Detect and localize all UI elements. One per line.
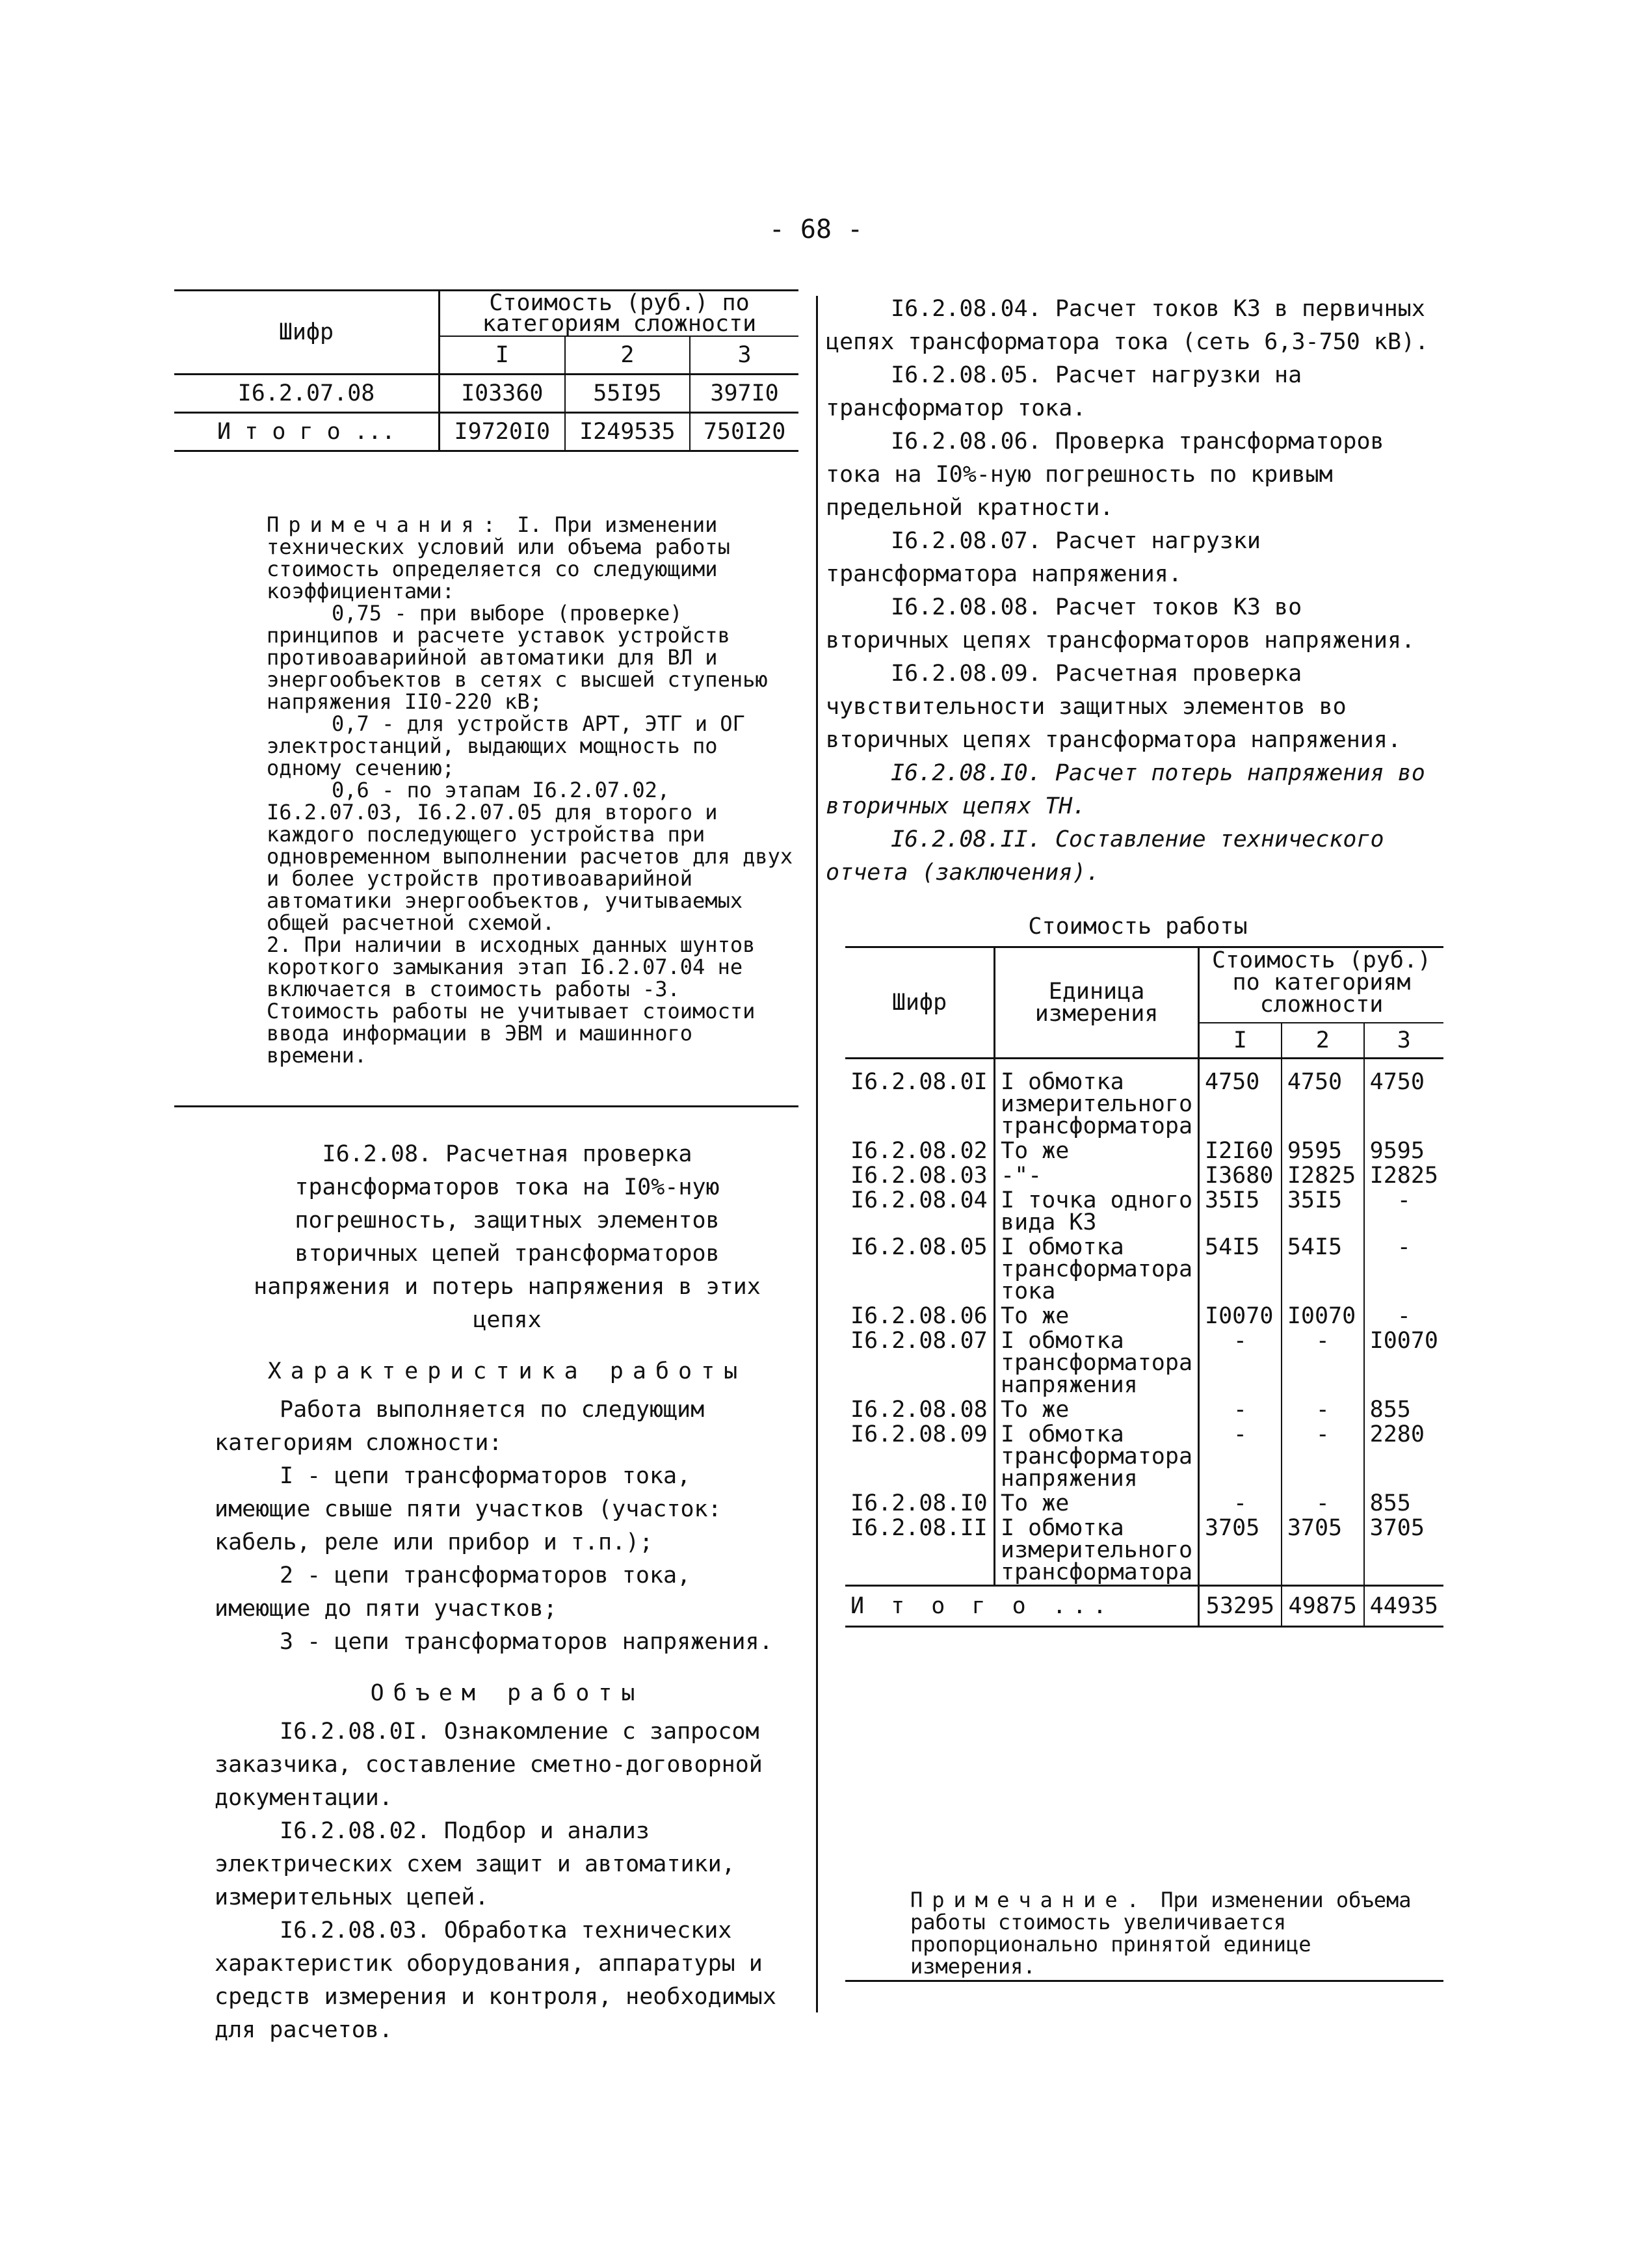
table2-caption: Стоимость работы [1028, 914, 1248, 940]
notes-block: Примечания: I. При изменении технических условий или объема работы стоимость определяется со следующими коэффициентами: 0,75 - при выборе (проверке) принципов и расчете уставок устройств противоаварийной автоматики для ВЛ и энергообъектов в сетях с высшей ступенью напряжения II0-220 кВ; 0,7 - для устройств АРТ, ЭТГ и ОГ электростанций, выдающих мощность по одному сечению; 0,6 - по этапам I6.2.07.02, I6.2.07.03, I6.2.07.05 для второго и каждого последующего устройства при одновременном выполнении расчетов для двух и более устройств противоаварийной автоматики энергообъектов, учитываемых общей расчетной схемой. 2. При наличии в исходных данных шунтов короткого замыкания этап I6.2.07.04 не включается в стоимость работы -3. Стоимость работы не учитывает стоимости ввода информации в ЭВМ и машинного времени. [267, 512, 793, 1068]
table-row: I6.2.07.08 I03360 55I95 397I0 [174, 375, 798, 413]
note-bottom: Примечание. При изменении объема работы стоимость увеличивается пропорционально принятой единице измерения. [910, 1888, 1412, 1979]
page-number: - 68 - [769, 215, 863, 244]
right-column: I6.2.08.04. Расчет токов КЗ в первичных цепях трансформатора тока (сеть 6,3-750 кВ). I6.2.08.05. Расчет нагрузки на трансформатор тока. I6.2.08.06. Проверка трансформаторов тока на I0%-ную погрешность по кривым предельной кратности. I6.2.08.07. Расчет нагрузки трансформатора напряжения. I6.2.08.08. Расчет токов КЗ во вторичных цепях трансформаторов напряжения. I6.2.08.09. Расчетная проверка чувствительности защитных элементов во вторичных цепях трансформатора напряжения. I6.2.08.I0. Расчет потерь напряжения во вторичных цепях ТН. I6.2.08.II. Составление технического отчета (заключения). [826, 296, 1429, 886]
scope-heading: Объем работы [370, 1680, 644, 1706]
table-row: I6.2.08.0I I обмотка измерительного трансформатора 4750 4750 4750 [845, 1070, 1443, 1139]
notes-divider [174, 1105, 798, 1107]
characteristics-heading: Характеристика работы [267, 1358, 747, 1384]
note-divider [845, 1980, 1443, 1982]
table-row: I6.2.08.II I обмотка измерительного трансформатора 3705 3705 3705 [845, 1516, 1443, 1586]
table-row: I6.2.08.03 -"- I3680 I2825 I2825 [845, 1163, 1443, 1188]
table-row: I6.2.08.04 I точка одного вида КЗ 35I5 35I5 - [845, 1188, 1443, 1235]
section-title: I6.2.08. Расчетная проверка трансформаторов тока на I0%-ную погрешность, защитных элементов вторичных цепей трансформаторов напряжения и потерь напряжения в этих цепях [254, 1141, 761, 1333]
cat-2: 2 [565, 336, 691, 375]
cat-1: I [440, 336, 565, 375]
table-row: I6.2.08.06 То же I0070 I0070 - [845, 1304, 1443, 1328]
table-row: I6.2.08.07 I обмотка трансформатора напряжения - - I0070 [845, 1328, 1443, 1397]
table-row: I6.2.08.02 То же I2I60 9595 9595 [845, 1139, 1443, 1163]
t2-header-cost: Стоимость (руб.) по категориям сложности [1199, 947, 1443, 1023]
table-row-total: И т о г о ... 53295 49875 44935 [845, 1586, 1443, 1627]
table-row-total: И т о г о ... I9720I0 I249535 750I20 [174, 413, 798, 451]
table-row: I6.2.08.09 I обмотка трансформатора напряжения - - 2280 [845, 1422, 1443, 1491]
table-row: I6.2.08.05 I обмотка трансформатора тока 54I5 54I5 - [845, 1235, 1443, 1304]
cost-table-main: Шифр Единица измерения Стоимость (руб.) по категориям сложности I 2 3 I6.2.08.0I I обмотка измерительного трансформатора 4750 4750 4750 I6.2.08.02 То же I2I60 9595 9595 I6.2.08.03 -"- I3680 I2825 I2825 I6.2.08.04 I точка одного вида КЗ 35I5 35I5 - I6.2.08.05 I обмотка трансформатора тока 54I5 54I5 - I6.2.08.06 То же I0070 I0070 - I6.2.08.07 I обмотка трансформатора напряжения - - I0070 I6.2.08.08 То же - - 855 I6.2.08.09 I обмотка трансформатора напряжения - - 2280 I6.2.08.I0 То же - - 855 I6.2.08.II I обмотка измерительного трансформатора 3705 3705 3705 И т о г о ... 53295 49875 44935 [845, 946, 1443, 1628]
header-code: Шифр [174, 291, 440, 375]
cost-table-top [174, 289, 798, 452]
header-cost: Стоимость (руб.) по категориям сложности [440, 291, 799, 337]
t2-header-unit: Единица измерения [995, 947, 1199, 1059]
notes-label: Примечания: [267, 512, 505, 537]
column-divider [816, 296, 818, 2012]
table-row: I6.2.08.I0 То же - - 855 [845, 1491, 1443, 1516]
table-row: I6.2.08.08 То же - - 855 [845, 1397, 1443, 1422]
cat-3: 3 [737, 342, 752, 368]
left-column: I6.2.08. Расчетная проверка трансформаторов тока на I0%-ную погрешность, защитных элементов вторичных цепей трансформаторов напряжения и потерь напряжения в этих цепях Характеристика работы Работа выполняется по следующим категориям сложности: I - цепи трансформаторов тока, имеющие свыше пяти участков (участок: кабель, реле или прибор и т.п.); 2 - цепи трансформаторов тока, имеющие до пяти участков; 3 - цепи трансформаторов напряжения. Объем работы I6.2.08.0I. Ознакомление с запросом заказчика, составление сметно-договорной документации. I6.2.08.02. Подбор и анализ электрических схем защит и автоматики, измерительных цепей. I6.2.08.03. Обработка технических характеристик оборудования, аппаратуры и средств измерения и контроля, необходимых для расчетов. [215, 1138, 800, 2047]
t2-header-code: Шифр [845, 947, 995, 1059]
